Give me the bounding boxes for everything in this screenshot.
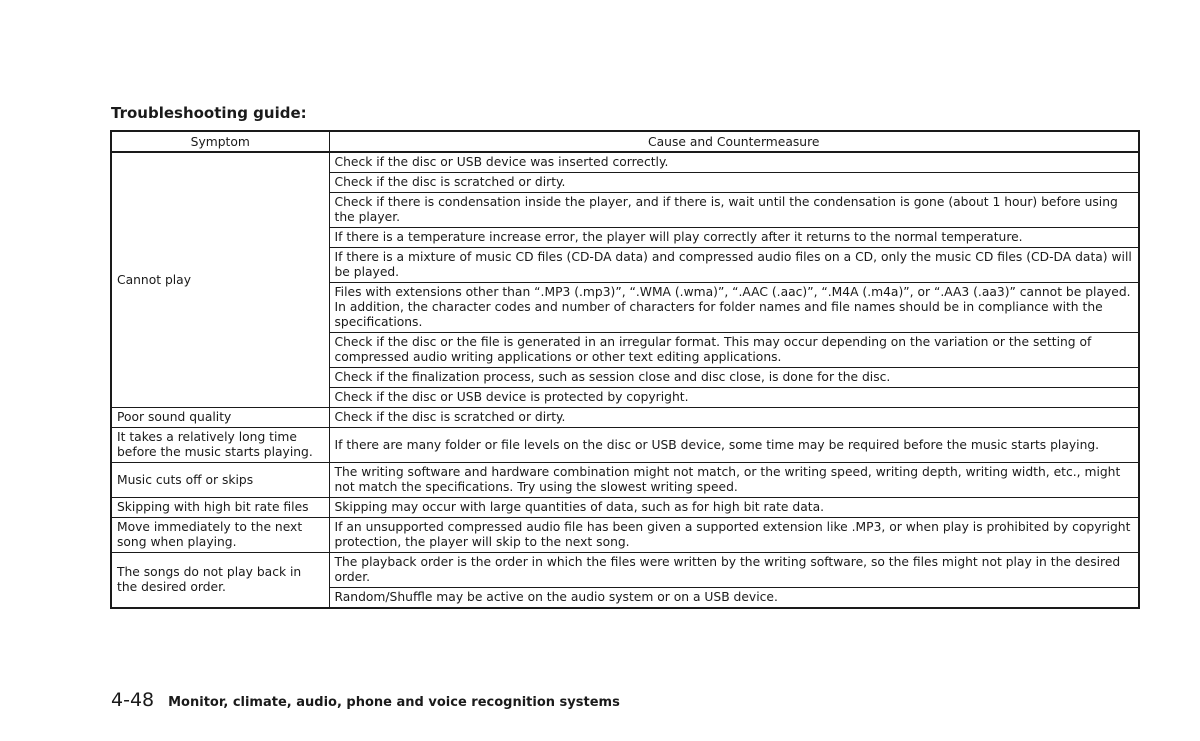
page-heading: Troubleshooting guide: — [111, 104, 307, 122]
table-row — [111, 152, 1139, 173]
symptom-cell: Music cuts off or skips — [111, 463, 329, 498]
cause-cell: Files with extensions other than “.MP3 (.mp3)”, “.WMA (.wma)”, “.AAC (.aac)”, “.M4A (.m4a)”, or “.AA3 (.aa3)” cannot be played. In addition, the character codes and number of characters for folder names and file names should be in compliance with the specifications. — [329, 283, 1139, 333]
cause-cell: Check if the disc or USB device is protected by copyright. — [329, 388, 1139, 408]
symptom-cell: Move immediately to the next song when playing. — [111, 518, 329, 553]
cause-cell: Check if there is condensation inside the player, and if there is, wait until the condensation is gone (about 1 hour) before using the player. — [329, 193, 1139, 228]
cause-cell: The playback order is the order in which the files were written by the writing software, so the files might not play in the desired order. — [329, 553, 1139, 588]
symptom-cell: Skipping with high bit rate files — [111, 498, 329, 518]
cause-cell: The writing software and hardware combination might not match, or the writing speed, writing depth, writing width, etc., might not match the specifications. Try using the slowest writing speed. — [329, 463, 1139, 498]
symptom-cell: It takes a relatively long time before the music starts playing. — [111, 428, 329, 463]
page-footer — [111, 689, 620, 711]
section-title: Monitor, climate, audio, phone and voice recognition systems — [168, 695, 620, 710]
table-row — [111, 463, 1139, 498]
table-header-row — [111, 131, 1139, 152]
cause-cell: Check if the disc is scratched or dirty. — [329, 173, 1139, 193]
cause-cell: If there are many folder or file levels on the disc or USB device, some time may be required before the music starts playing. — [329, 428, 1139, 463]
cause-cell: Check if the finalization process, such as session close and disc close, is done for the disc. — [329, 368, 1139, 388]
table-row — [111, 428, 1139, 463]
cause-cell: If an unsupported compressed audio file has been given a supported extension like .MP3, or when play is prohibited by copyright protection, the player will skip to the next song. — [329, 518, 1139, 553]
cause-cell: If there is a temperature increase error, the player will play correctly after it returns to the normal temperature. — [329, 228, 1139, 248]
symptom-cell: Cannot play — [111, 152, 329, 408]
cause-cell: Random/Shuffle may be active on the audio system or on a USB device. — [329, 588, 1139, 609]
cause-cell: If there is a mixture of music CD files (CD-DA data) and compressed audio files on a CD, only the music CD files (CD-DA data) will be played. — [329, 248, 1139, 283]
symptom-cell: The songs do not play back in the desired order. — [111, 553, 329, 609]
table-row — [111, 498, 1139, 518]
table-row — [111, 408, 1139, 428]
cause-cell: Check if the disc is scratched or dirty. — [329, 408, 1139, 428]
page-number: 4-48 — [111, 689, 155, 711]
header-symptom: Symptom — [111, 131, 329, 152]
troubleshooting-table — [110, 130, 1140, 609]
symptom-cell: Poor sound quality — [111, 408, 329, 428]
table-row — [111, 518, 1139, 553]
table-row — [111, 553, 1139, 588]
cause-cell: Skipping may occur with large quantities of data, such as for high bit rate data. — [329, 498, 1139, 518]
cause-cell: Check if the disc or USB device was inserted correctly. — [329, 152, 1139, 173]
header-cause: Cause and Countermeasure — [329, 131, 1139, 152]
cause-cell: Check if the disc or the file is generated in an irregular format. This may occur depending on the variation or the setting of compressed audio writing applications or other text editing applications. — [329, 333, 1139, 368]
table-body — [111, 131, 1139, 608]
